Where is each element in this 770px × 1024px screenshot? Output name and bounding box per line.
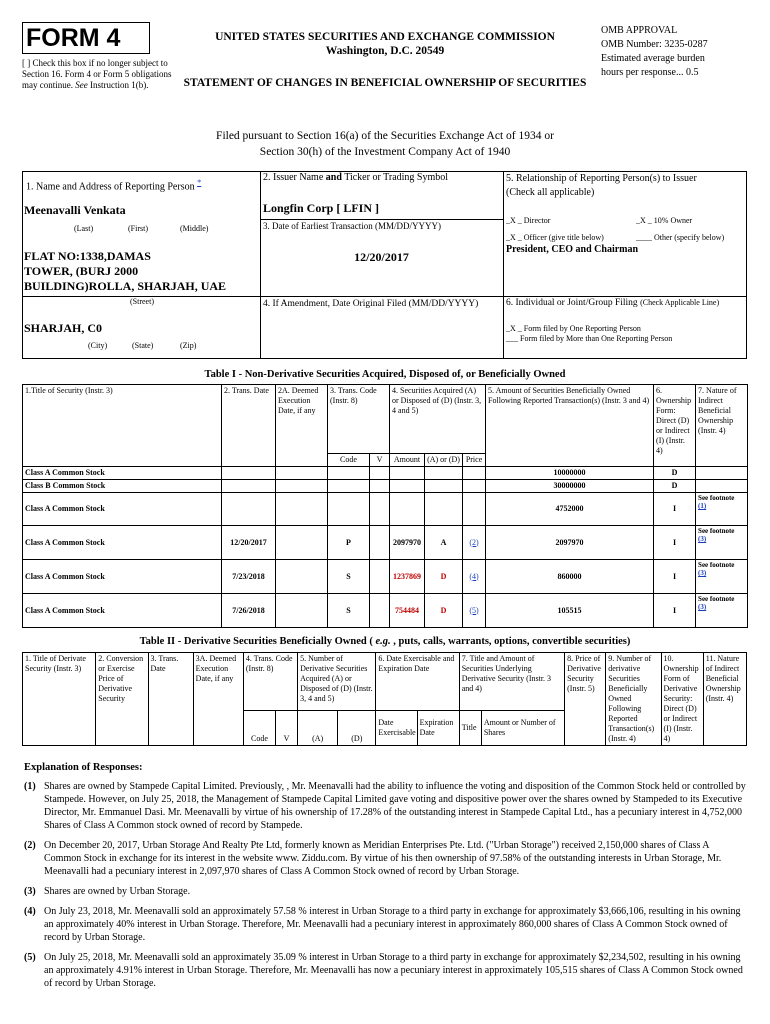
box6-label <box>506 298 719 308</box>
table1 <box>22 384 748 628</box>
officer-title: President, CEO and Chairman <box>506 244 639 255</box>
cell-amount: 2097970 <box>390 526 425 560</box>
box2-label-a: 2. Issuer Name <box>263 172 326 183</box>
t1-h-amount: Amount <box>390 454 425 467</box>
instruction-ref: Instruction 1(b). <box>87 80 149 90</box>
cell-title: Class A Common Stock <box>23 493 222 526</box>
table-row <box>23 560 748 594</box>
t1-h-acquired: 4. Securities Acquired (A) or Disposed of (D) (Instr. 3, 4 and 5) <box>390 385 486 454</box>
t2-h-title-sub: Title <box>459 711 481 746</box>
divider <box>503 171 504 359</box>
footnote-link[interactable]: (3) <box>698 603 707 611</box>
omb-approval: OMB APPROVAL <box>601 25 678 36</box>
ten-pct-check: _X _ 10% Owner <box>636 216 693 225</box>
t2-h-date-ex: Date Exercisable <box>376 711 417 746</box>
cell-amount: 754484 <box>390 594 425 628</box>
label-city: (City) <box>88 341 108 350</box>
cell-nature: See footnote <box>698 494 735 502</box>
checkbox-note: [ ] Check this box if no longer subject to Section 16. Form 4 or Form 5 obligations may continue. <box>22 58 172 90</box>
t2-h-a: (A) <box>298 711 338 746</box>
filed-pursuant-1: Filed pursuant to Section 16(a) of the Securities Exchange Act of 1934 or <box>216 130 554 142</box>
asterisk-link[interactable]: * <box>197 178 202 187</box>
table2 <box>22 652 747 746</box>
issuer-name: Longfin Corp [ LFIN ] <box>263 201 380 215</box>
t1-h-title: 1.Title of Security (Instr. 3) <box>23 385 222 467</box>
t1-h-v: V <box>370 454 390 467</box>
box5-sub: (Check all applicable) <box>506 187 595 198</box>
omb-burden: Estimated average burden <box>601 53 705 64</box>
table2-title <box>0 636 770 647</box>
cell-code: S <box>328 594 370 628</box>
table2-title-a: Table II - Derivative Securities Beneficially Owned ( <box>139 636 376 647</box>
one-person-check: _X _ Form filed by One Reporting Person <box>506 324 641 333</box>
t2-h-price: 8. Price of Derivative Security (Instr. 5) <box>565 653 606 746</box>
footnote-number: (3) <box>24 886 36 897</box>
t2-h-code: 4. Trans. Code (Instr. 8) <box>243 653 297 711</box>
footnote-number: (2) <box>24 840 36 851</box>
footnote-link[interactable]: (4) <box>469 571 479 581</box>
street-line-2: TOWER, (BURJ 2000 <box>24 264 139 278</box>
divider <box>260 171 261 359</box>
table-row <box>23 467 748 480</box>
cell-ad: A <box>425 526 463 560</box>
street-line-3: BUILDING)ROLLA, SHARJAH, UAE <box>24 279 227 293</box>
t1-h-form: 6. Ownership Form: Direct (D) or Indirect (I) (Instr. 4) <box>654 385 696 467</box>
t2-h-form: 10. Ownership Form of Derivative Security: Direct (D) or Indirect (I) (Instr. 4) <box>661 653 703 746</box>
label-zip: (Zip) <box>180 341 197 350</box>
footnote-text: On July 25, 2018, Mr. Meenavalli sold an approximately 35.09 % interest in Urban Storage to a third party in exchange for approximately $2,234,502, resulting in his owning an approximately 4.91% interest in Urban Storage. Therefore, Mr. Meenavalli has now a pecuniary interest in approximately 105,515 shares of Class A Common Stock owned of record by Urban Storage. <box>44 952 743 989</box>
form-title: FORM 4 <box>26 24 121 52</box>
label-last: (Last) <box>74 224 94 233</box>
t1-h-date: 2. Trans. Date <box>222 385 276 467</box>
street-address <box>24 249 260 294</box>
footnote-link[interactable]: (1) <box>698 502 707 510</box>
cell-form: I <box>654 526 696 560</box>
cell-form: I <box>654 594 696 628</box>
box2-label-and: and <box>325 172 342 183</box>
explanation-item <box>24 780 748 832</box>
t2-h-date: 3. Trans. Date <box>148 653 193 746</box>
cell-owned: 30000000 <box>486 480 654 493</box>
t1-h-ad: (A) or (D) <box>425 454 463 467</box>
table2-title-eg: e.g. <box>375 636 391 647</box>
footnote-link[interactable]: (3) <box>698 535 707 543</box>
t2-h-d: (D) <box>338 711 376 746</box>
cell-owned: 105515 <box>486 594 654 628</box>
cell-form: D <box>654 480 696 493</box>
t2-h-number: 5. Number of Derivative Securities Acquired (A) or Disposed of (D) (Instr. 3, 4 and 5) <box>298 653 376 711</box>
officer-check: _X _ Officer (give title below) <box>506 233 604 242</box>
see-word: See <box>75 80 88 90</box>
cell-date: 7/26/2018 <box>222 594 276 628</box>
omb-number: OMB Number: 3235-0287 <box>601 39 708 50</box>
cell-owned: 4752000 <box>486 493 654 526</box>
box6-label-text: 6. Individual or Joint/Group Filing <box>506 298 638 308</box>
cell-date: 12/20/2017 <box>222 526 276 560</box>
t2-h-v: V <box>276 711 298 746</box>
cell-code: P <box>328 526 370 560</box>
section16-note <box>22 58 172 91</box>
cell-ad: D <box>425 560 463 594</box>
footnote-number: (5) <box>24 952 36 963</box>
footnote-text: Shares are owned by Urban Storage. <box>44 886 191 897</box>
agency-location: Washington, D.C. 20549 <box>325 45 445 57</box>
cell-code: S <box>328 560 370 594</box>
filed-pursuant-2: Section 30(h) of the Investment Company Act of 1940 <box>259 146 511 158</box>
box2-label <box>263 172 448 183</box>
table-row <box>23 526 748 560</box>
cell-title: Class A Common Stock <box>23 467 222 480</box>
t2-h-underlying: 7. Title and Amount of Securities Underlying Derivative Security (Instr. 3 and 4) <box>459 653 564 711</box>
explanation-list <box>24 780 748 997</box>
other-check: ____ Other (specify below) <box>636 233 725 242</box>
t2-h-conversion: 2. Conversion or Exercise Price of Derivative Security <box>96 653 148 746</box>
divider <box>260 219 503 220</box>
box6-note: (Check Applicable Line) <box>640 298 720 307</box>
cell-nature: See footnote <box>698 595 735 603</box>
table-row <box>23 594 748 628</box>
footnote-text: On July 23, 2018, Mr. Meenavalli sold an approximately 57.58 % interest in Urban Storage to a third party in exchange for approximately $3,666,106, resulting in his owning an approximately 40% interest in Urban Storage. Therefore, Mr. Meenavalli had a pecuniary interest in approximately 860,000 shares of Class A Common Stock owned of record by Urban Storage. <box>44 906 741 943</box>
cell-form: I <box>654 493 696 526</box>
footnote-text: Shares are owned by Stampede Capital Limited. Previously, , Mr. Meenavalli had the ability to influence the voting and disposition of the Common Stock held or controlled by Stampede. However, on July 25, 2018, the Management of Stampede Capital Limited gave voting and dispositive power over the shares owned by Stampeded to its Executive Director, Mr. Emmanuel Dasi. Mr. Meenavalli by virtue of his ownership of 17.28% of the outstanding interest in Stampede Capital Ltd., has a pecuniary interest in 4,752,000 Shares of Class A Common stock owned of record by Stampede. <box>44 781 746 831</box>
footnote-link[interactable]: (2) <box>469 537 479 547</box>
explanation-heading: Explanation of Responses: <box>24 762 143 773</box>
label-street: (Street) <box>130 297 154 306</box>
box1-label <box>26 177 201 192</box>
footnote-link[interactable]: (3) <box>698 569 707 577</box>
t1-h-code-sub: Code <box>328 454 370 467</box>
box2-label-b: Ticker or Trading Symbol <box>341 172 449 183</box>
box4-label: 4. If Amendment, Date Original Filed (MM/DD/YYYY) <box>263 299 479 309</box>
t2-h-nature: 11. Nature of Indirect Beneficial Ownership (Instr. 4) <box>703 653 746 746</box>
street-line-1: FLAT NO:1338,DAMAS <box>24 249 151 263</box>
table2-title-b: , puts, calls, warrants, options, convertible securities) <box>390 636 631 647</box>
cell-title: Class B Common Stock <box>23 480 222 493</box>
footnote-link[interactable]: (5) <box>469 605 479 615</box>
box5-label-text: 5. Relationship of Reporting Person(s) to Issuer <box>506 173 697 184</box>
cell-nature: See footnote <box>698 527 735 535</box>
cell-nature: See footnote <box>698 561 735 569</box>
cell-title: Class A Common Stock <box>23 560 222 594</box>
cell-owned: 10000000 <box>486 467 654 480</box>
t2-h-owned: 9. Number of derivative Securities Beneficially Owned Following Reported Transaction(s) (Instr. 4) <box>606 653 661 746</box>
t1-h-price: Price <box>463 454 486 467</box>
cell-owned: 860000 <box>486 560 654 594</box>
t2-h-code-sub: Code <box>243 711 275 746</box>
agency-name: UNITED STATES SECURITIES AND EXCHANGE COMMISSION <box>215 31 555 43</box>
explanation-item <box>24 839 748 878</box>
earliest-date: 12/20/2017 <box>354 250 409 264</box>
t1-h-owned: 5. Amount of Securities Beneficially Owned Following Reported Transaction(s) (Instr. 3 and 4) <box>486 385 654 467</box>
label-state: (State) <box>132 341 154 350</box>
explanation-item <box>24 885 748 898</box>
cell-date: 7/23/2018 <box>222 560 276 594</box>
t1-h-nature: 7. Nature of Indirect Beneficial Ownership (Instr. 4) <box>696 385 748 467</box>
table-row <box>23 493 748 526</box>
label-first: (First) <box>128 224 148 233</box>
cell-title: Class A Common Stock <box>23 594 222 628</box>
t2-h-title: 1. Title of Derivate Security (Instr. 3) <box>23 653 96 746</box>
box1-label-text: 1. Name and Address of Reporting Person <box>26 181 195 193</box>
t2-h-amt: Amount or Number of Shares <box>481 711 564 746</box>
statement-title: STATEMENT OF CHANGES IN BENEFICIAL OWNERSHIP OF SECURITIES <box>183 77 587 89</box>
box3-label: 3. Date of Earliest Transaction (MM/DD/YYYY) <box>263 221 441 231</box>
cell-ad: D <box>425 594 463 628</box>
t1-h-code: 3. Trans. Code (Instr. 8) <box>328 385 390 454</box>
omb-box <box>601 24 761 80</box>
table-row <box>23 480 748 493</box>
city-line: SHARJAH, C0 <box>24 321 103 335</box>
footnote-text: On December 20, 2017, Urban Storage And Realty Pte Ltd, formerly known as Meridian Enterprises Pte. Ltd. ("Urban Storage") received 2,150,000 shares of Class A Common Stock in exchange for its interest in the website www. Ziddu.com. By virtue of his then ownership of 97.58% of the outstanding interests in Urban Storage, Mr. Meenavalli had a pecuniary interest in 2,097,970 shares of Class A Common Stock owned of record by Urban Storage. <box>44 840 722 877</box>
cell-form: I <box>654 560 696 594</box>
footnote-number: (1) <box>24 781 36 792</box>
cell-title: Class A Common Stock <box>23 526 222 560</box>
reporting-person-name: Meenavalli Venkata <box>24 203 126 217</box>
t1-h-deemed: 2A. Deemed Execution Date, if any <box>276 385 328 467</box>
director-check: _X _ Director <box>506 216 551 225</box>
footnote-number: (4) <box>24 906 36 917</box>
cell-owned: 2097970 <box>486 526 654 560</box>
box5-label <box>506 172 746 200</box>
explanation-item <box>24 905 748 944</box>
more-person-check: ___ Form filed by More than One Reporting Person <box>506 334 673 343</box>
explanation-item <box>24 951 748 990</box>
t2-h-exp: Expiration Date <box>417 711 459 746</box>
t2-h-exercisable: 6. Date Exercisable and Expiration Date <box>376 653 459 711</box>
cell-form: D <box>654 467 696 480</box>
cell-amount: 1237869 <box>390 560 425 594</box>
omb-hours: hours per response... 0.5 <box>601 67 699 78</box>
table1-title: Table I - Non-Derivative Securities Acquired, Disposed of, or Beneficially Owned <box>204 369 566 380</box>
t2-h-deemed: 3A. Deemed Execution Date, if any <box>193 653 243 746</box>
label-middle: (Middle) <box>180 224 209 233</box>
